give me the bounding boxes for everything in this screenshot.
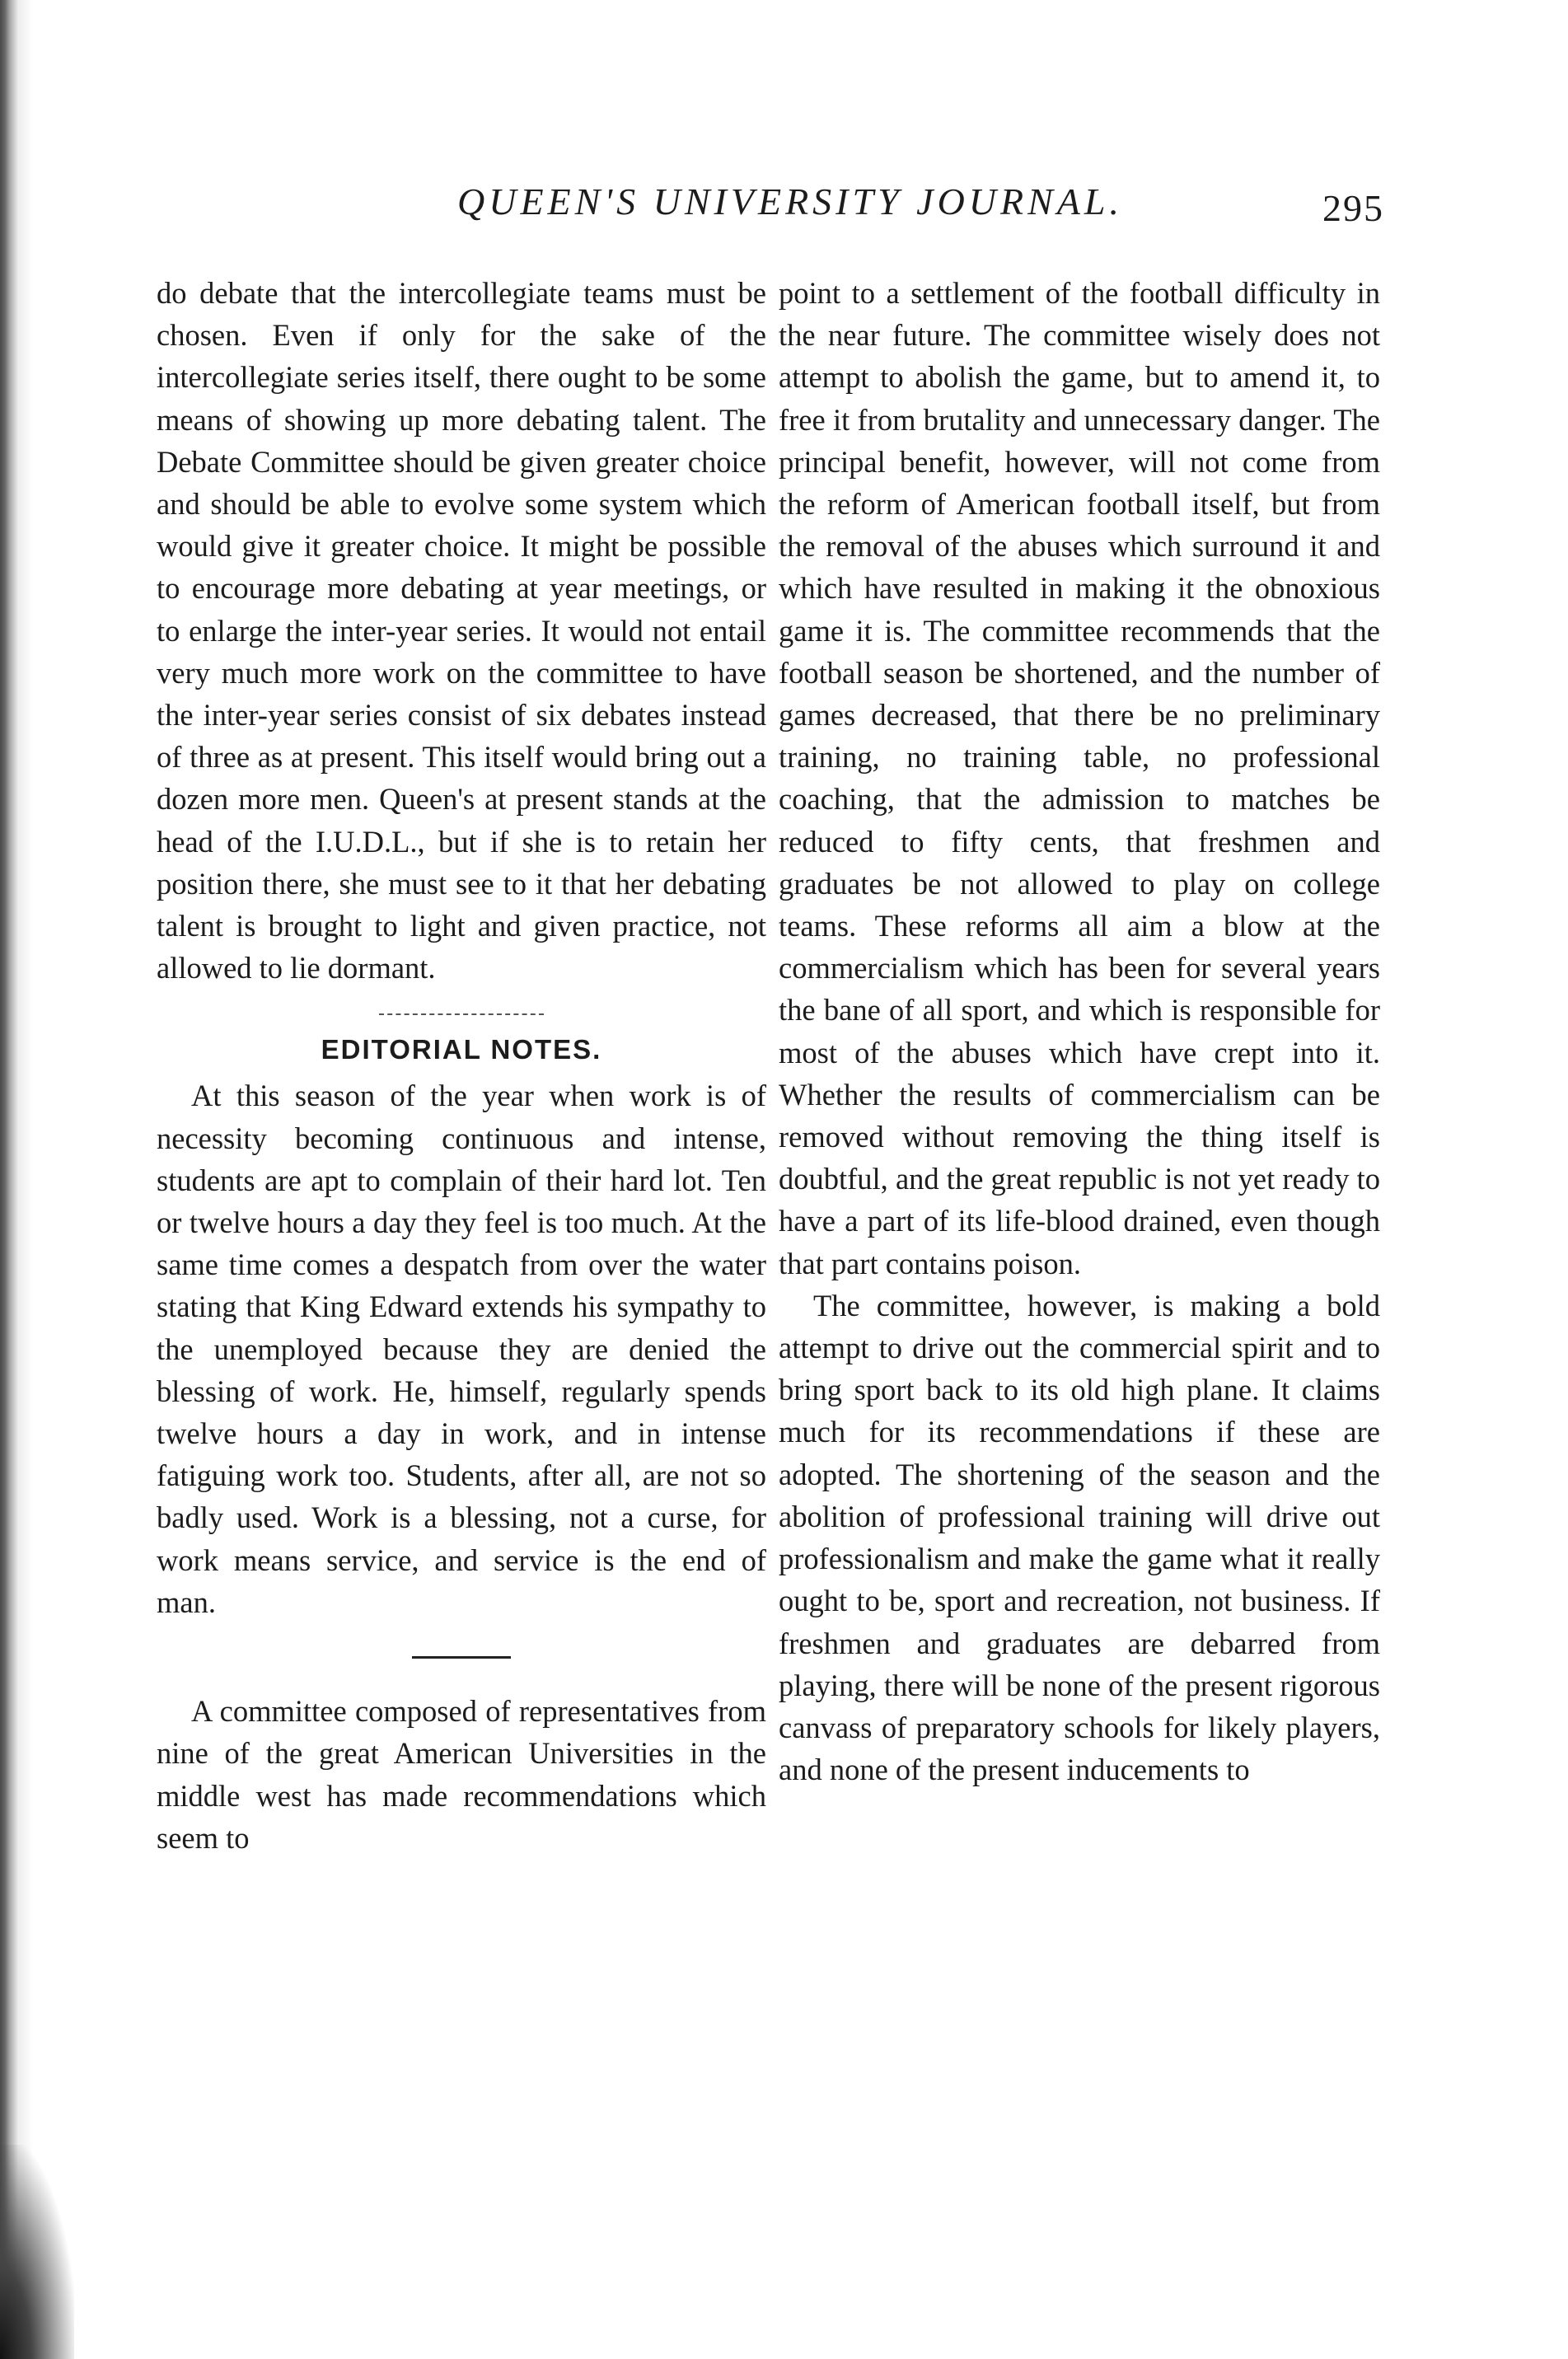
- left-column: [157, 272, 766, 1859]
- page-header: [165, 180, 1384, 246]
- paragraph-football-continued: point to a settlement of the football difficulty in the near future. The committee wisely does not attempt to abolish the game, but to amend it, to free it from brutality and unnecessary danger. The principal benefit, however, will not come from the reform of American football itself, but from the removal of the abuses which surround it and which have resulted in making it the obnoxious game it is. The committee recommends that the football season be shortened, and the number of games decreased, that there be no preliminary training, no training table, no professional coaching, that the admission to matches be reduced to fifty cents, that freshmen and graduates be not allowed to play on college teams. These reforms all aim a blow at the commercialism which has been for several years the bane of all sport, and which is responsible for most of the abuses which have crept into it. Whether the results of commercialism can be removed without removing the thing itself is doubtful, and the great republic is not yet ready to have a part of its life-blood drained, even though that part contains poison.: [779, 276, 1380, 1280]
- paragraph-editorial-work: At this season of the year when work is of necessity becoming continuous and intense, students are apt to complain of their hard lot. Ten or twelve hours a day they feel is too much. At the same time comes a despatch from over the water stating that King Edward extends his sympathy to the unemployed because they are denied the blessing of work. He, himself, regularly spends twelve hours a day in work, and in intense fatiguing work too. Students, after all, are not so badly used. Work is a blessing, not a curse, for work means service, and service is the end of man.: [157, 1079, 766, 1619]
- section-divider: [379, 1013, 544, 1015]
- page-gutter-shadow: [0, 0, 33, 2359]
- running-head: QUEEN'S UNIVERSITY JOURNAL.: [457, 180, 1123, 222]
- page-number: 295: [1322, 187, 1384, 229]
- paragraph-committee-making: The committee, however, is making a bold attempt to drive out the commercial spirit and to bring sport back to its old high plane. It claims much for its recommendations if these are adopted. The shortening of the season and the abolition of professional training will drive out professionalism and make the game what it really ought to be, sport and recreation, not business. If freshmen and graduates are debarred from playing, there will be none of the present rigorous canvass of preparatory schools for likely players, and none of the present inducements to: [779, 1288, 1380, 1787]
- page-corner-shadow: [0, 2145, 74, 2359]
- paragraph-divider: [412, 1656, 511, 1659]
- right-column: [779, 272, 1380, 1790]
- paragraph-debate-continued: do debate that the intercollegiate teams must be chosen. Even if only for the sake of the intercollegiate series itself, there ought to be some means of showing up more debating talent. The Debate Committee should be given greater choice and should be able to evolve some system which would give it greater choice. It might be possible to encourage more debating at year meetings, or to enlarge the inter-year series. It would not entail very much more work on the committee to have the inter-year series consist of six debates instead of three as at present. This itself would bring out a dozen more men. Queen's at present stands at the head of the I.U.D.L., but if she is to retain her position there, she must see to it that her debating talent is brought to light and given practice, not allowed to lie dormant.: [157, 276, 766, 985]
- paragraph-committee-intro: A committee composed of representatives from nine of the great American Universities in the middle west has made recommendations which seem to: [157, 1694, 766, 1855]
- section-title: EDITORIAL NOTES.: [321, 1034, 602, 1065]
